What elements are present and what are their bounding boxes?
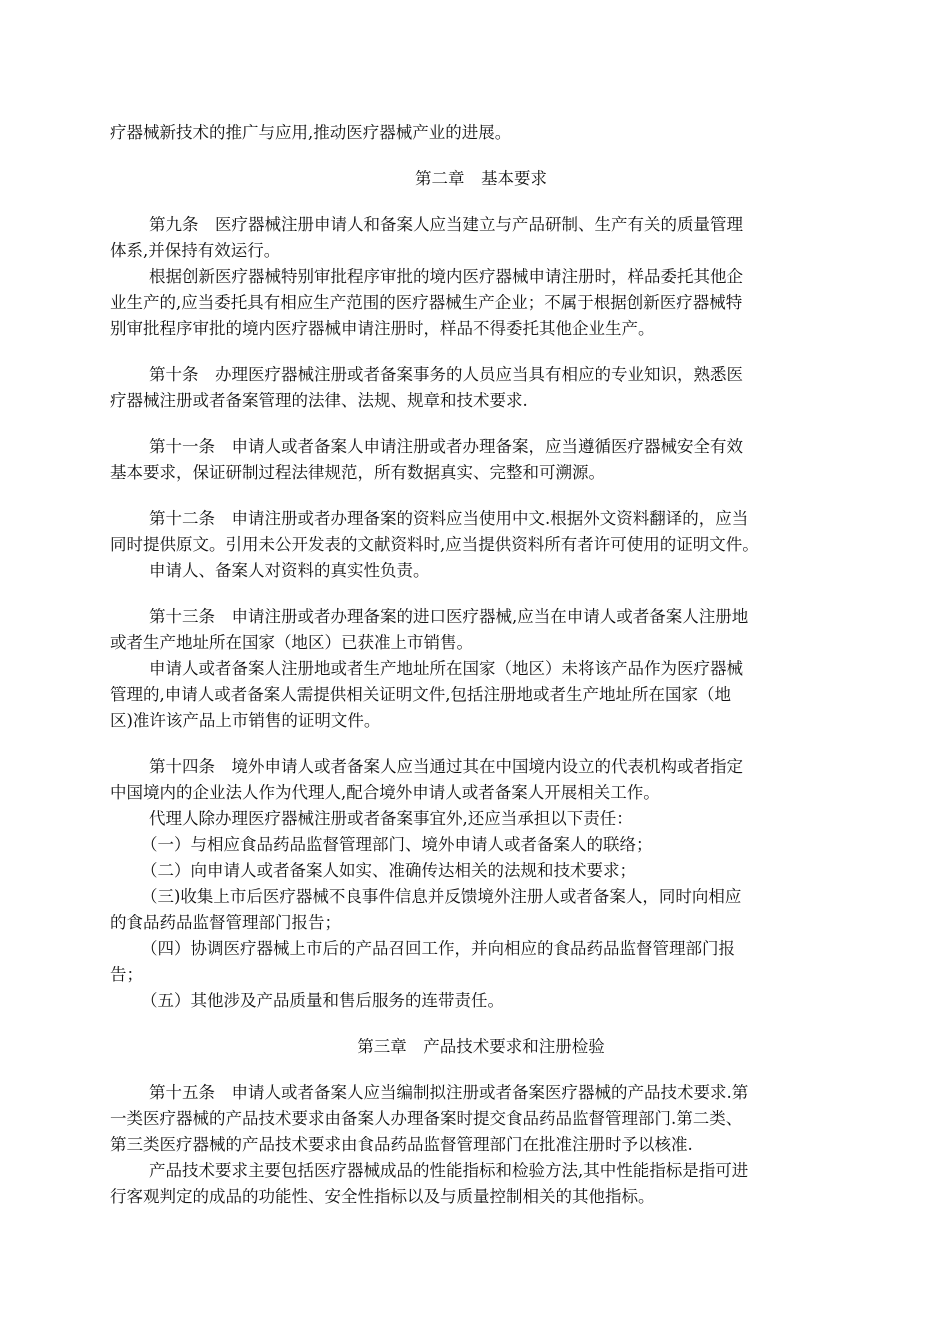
- article-14-item: （一）与相应食品药品监督管理部门、境外申请人或者备案人的联络；: [141, 835, 653, 854]
- article-14-item: （四）协调医疗器械上市后的产品召回工作，并向相应的食品药品监督管理部门报: [141, 939, 735, 958]
- article-14-item-cont: 告；: [110, 965, 143, 984]
- article-15: [110, 1080, 852, 1210]
- article-14-item-cont: 的食品药品监督管理部门报告；: [110, 913, 341, 932]
- article-9-line: 别审批程序审批的境内医疗器械申请注册时，样品不得委托其他企业生产。: [110, 319, 655, 338]
- article-14-item: （三)收集上市后医疗器械不良事件信息并反馈境外注册人或者备案人，同时向相应: [141, 887, 742, 906]
- article-13: [110, 604, 852, 734]
- continuation-text: 疗器械新技术的推广与应用,推动医疗器械产业的进展。: [110, 123, 512, 142]
- article-12-line: 申请人、备案人对资料的真实性负责。: [149, 561, 430, 580]
- article-12: [110, 506, 852, 584]
- article-11-line: 第十一条 申请人或者备案人申请注册或者办理备案，应当遵循医疗器械安全有效: [149, 437, 743, 456]
- article-10-line: 第十条 办理医疗器械注册或者备案事务的人员应当具有相应的专业知识，熟悉医: [149, 365, 743, 384]
- article-12-line: 同时提供原文。引用未公开发表的文献资料时,应当提供资料所有者许可使用的证明文件。: [110, 535, 759, 554]
- article-13-line: 区)准许该产品上市销售的证明文件。: [110, 711, 381, 730]
- article-14: [110, 754, 852, 1014]
- article-12-line: 第十二条 申请注册或者办理备案的资料应当使用中文.根据外文资料翻译的，应当: [149, 509, 749, 528]
- article-14-line: 第十四条 境外申请人或者备案人应当通过其在中国境内设立的代表机构或者指定: [149, 757, 743, 776]
- chapter-3-heading: 第三章 产品技术要求和注册检验: [357, 1037, 605, 1056]
- article-13-line: 第十三条 申请注册或者办理备案的进口医疗器械,应当在申请人或者备案人注册地: [149, 607, 749, 626]
- article-15-line: 一类医疗器械的产品技术要求由备案人办理备案时提交食品药品监督管理部门.第二类、: [110, 1109, 743, 1128]
- article-13-line: 管理的,申请人或者备案人需提供相关证明文件,包括注册地或者生产地址所在国家（地: [110, 685, 731, 704]
- article-10: [110, 362, 852, 414]
- article-9: [110, 212, 852, 342]
- article-15-line: 行客观判定的成品的功能性、安全性指标以及与质量控制相关的其他指标。: [110, 1187, 655, 1206]
- article-15-line: 产品技术要求主要包括医疗器械成品的性能指标和检验方法,其中性能指标是指可进: [149, 1161, 749, 1180]
- article-10-line: 疗器械注册或者备案管理的法律、法规、规章和技术要求.: [110, 391, 528, 410]
- article-14-item: （五）其他涉及产品质量和售后服务的连带责任。: [141, 991, 504, 1010]
- article-14-item: （二）向申请人或者备案人如实、准确传达相关的法规和技术要求；: [141, 861, 636, 880]
- article-9-line: 业生产的,应当委托具有相应生产范围的医疗器械生产企业；不属于根据创新医疗器械特: [110, 293, 743, 312]
- article-14-line: 中国境内的企业法人作为代理人,配合境外申请人或者备案人开展相关工作。: [110, 783, 660, 802]
- article-9-line: 根据创新医疗器械特别审批程序审批的境内医疗器械申请注册时，样品委托其他企: [149, 267, 743, 286]
- article-13-line: 申请人或者备案人注册地或者生产地址所在国家（地区）未将该产品作为医疗器械: [149, 659, 743, 678]
- article-15-line: 第三类医疗器械的产品技术要求由食品药品监督管理部门在批准注册时予以核准.: [110, 1135, 693, 1154]
- document-page: [110, 120, 852, 1210]
- article-15-line: 第十五条 申请人或者备案人应当编制拟注册或者备案医疗器械的产品技术要求.第: [149, 1083, 749, 1102]
- article-11-line: 基本要求，保证研制过程法律规范，所有数据真实、完整和可溯源。: [110, 463, 605, 482]
- article-14-line: 代理人除办理医疗器械注册或者备案事宜外,还应当承担以下责任：: [149, 809, 633, 828]
- article-9-line: 第九条 医疗器械注册申请人和备案人应当建立与产品研制、生产有关的质量管理: [149, 215, 743, 234]
- article-13-line: 或者生产地址所在国家（地区）已获准上市销售。: [110, 633, 473, 652]
- article-11: [110, 434, 852, 486]
- chapter-2-heading: 第二章 基本要求: [415, 169, 547, 188]
- article-9-line: 体系,并保持有效运行。: [110, 241, 281, 260]
